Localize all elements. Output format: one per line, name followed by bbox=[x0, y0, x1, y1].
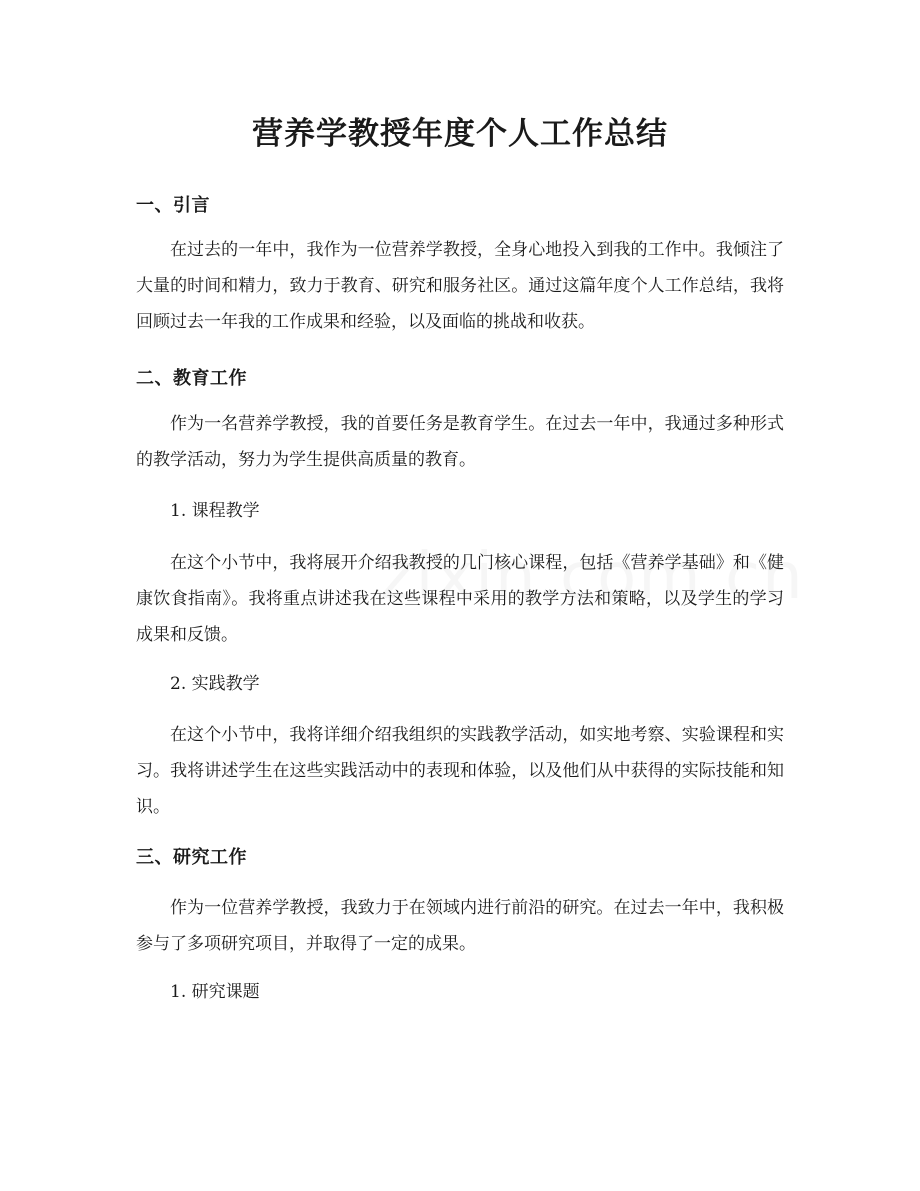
section-paragraph-introduction: 在过去的一年中，我作为一位营养学教授，全身心地投入到我的工作中。我倾注了大量的时间和精力，致力于教育、研究和服务社区。通过这篇年度个人工作总结，我将回顾过去一年我的工作成果和经验，以及面临的挑战和收获。 bbox=[136, 240, 784, 332]
section-paragraph-research: 作为一位营养学教授，我致力于在领域内进行前沿的研究。在过去一年中，我积极参与了多项研究项目，并取得了一定的成果。 bbox=[136, 898, 784, 954]
section-heading-research: 三、研究工作 bbox=[136, 847, 247, 868]
subsection-heading-research-topics: 1. 研究课题 bbox=[170, 982, 260, 1002]
subsection-heading-practice-teaching: 2. 实践教学 bbox=[170, 674, 260, 694]
subsection-heading-course-teaching: 1. 课程教学 bbox=[170, 501, 260, 521]
section-heading-introduction: 一、引言 bbox=[136, 195, 210, 216]
document-title: 营养学教授年度个人工作总结 bbox=[252, 116, 668, 152]
subsection-paragraph-course-teaching: 在这个小节中，我将展开介绍我教授的几门核心课程，包括《营养学基础》和《健康饮食指南》。我将重点讲述我在这些课程中采用的教学方法和策略，以及学生的学习成果和反馈。 bbox=[136, 553, 784, 645]
subsection-paragraph-practice-teaching: 在这个小节中，我将详细介绍我组织的实践教学活动，如实地考察、实验课程和实习。我将讲述学生在这些实践活动中的表现和体验，以及他们从中获得的实际技能和知识。 bbox=[136, 725, 784, 817]
section-heading-education: 二、教育工作 bbox=[136, 368, 247, 389]
section-paragraph-education: 作为一名营养学教授，我的首要任务是教育学生。在过去一年中，我通过多种形式的教学活动，努力为学生提供高质量的教育。 bbox=[136, 414, 784, 470]
